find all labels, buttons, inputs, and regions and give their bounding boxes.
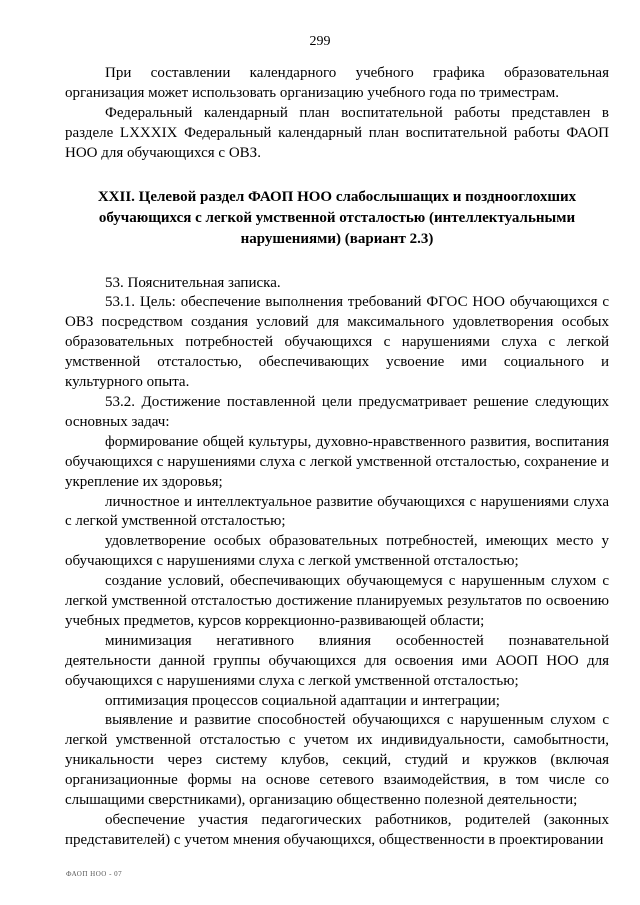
list-item: обеспечение участия педагогических работников, родителей (законных представителей) с учетом мнения обучающихся, общественности в проектировании [65,812,609,848]
paragraph: Федеральный календарный план воспитательной работы представлен в разделе LXXXIX Федеральный календарный план воспитательной работы ФАОП НОО для обучающихся с ОВЗ. [65,104,609,161]
list-item: оптимизация процессов социальной адаптации и интеграции; [105,692,500,709]
paragraph: 53.2. Достижение поставленной цели предусматривает решение следующих основных задач: [65,393,609,430]
section-heading: XXII. Целевой раздел ФАОП НОО слабослышащих и позднооглохших обучающихся с легкой умственной отсталостью (интеллектуальными нарушениями) (вариант 2.3) [97,188,577,247]
paragraph: 53. Пояснительная записка. [105,274,281,291]
paragraph: 53.1. Цель: обеспечение выполнения требований ФГОС НОО обучающихся с ОВЗ посредством создания условий для максимального удовлетворения особых образовательных потребностей обучающихся с нарушениями слуха с легкой умственной отсталостью, обеспечивающих усвоение ими социального и культурного опыта. [65,294,609,391]
paragraph: При составлении календарного учебного графика образовательная организация может использовать организацию учебного года по триместрам. [65,65,609,101]
list-item: минимизация негативного влияния особенностей познавательной деятельности данной группы обучающихся для освоения ими АООП НОО для обучающихся с нарушениями слуха с легкой умственной отсталостью; [65,632,609,689]
document-footer-code: ФАОП НОО - 07 [66,870,123,878]
document-body [65,64,609,851]
list-item: личностное и интеллектуальное развитие обучающихся с нарушениями слуха с легкой умственной отсталостью; [65,493,609,530]
list-item: создание условий, обеспечивающих обучающемуся с нарушенным слухом с легкой умственной отсталостью достижение планируемых результатов по освоению учебных предметов, курсов коррекционно-развивающей области; [65,573,609,629]
page-number: 299 [309,34,331,49]
list-item: выявление и развитие способностей обучающихся с нарушенным слухом с легкой умственной отсталостью с учетом их индивидуальности, самобытности, уникальности через систему клубов, секций, студий и кружков (включая организационные формы на основе сетевого взаимодействия, в том числе со слышащими сверстниками), организацию общественно полезной деятельности; [65,712,609,809]
list-item: формирование общей культуры, духовно-нравственного развития, воспитания обучающихся с нарушениями слуха с легкой умственной отсталостью, сохранение и укрепление их здоровья; [65,433,609,490]
list-item: удовлетворение особых образовательных потребностей, имеющих место у обучающихся с нарушениями слуха с легкой умственной отсталостью; [65,533,609,570]
